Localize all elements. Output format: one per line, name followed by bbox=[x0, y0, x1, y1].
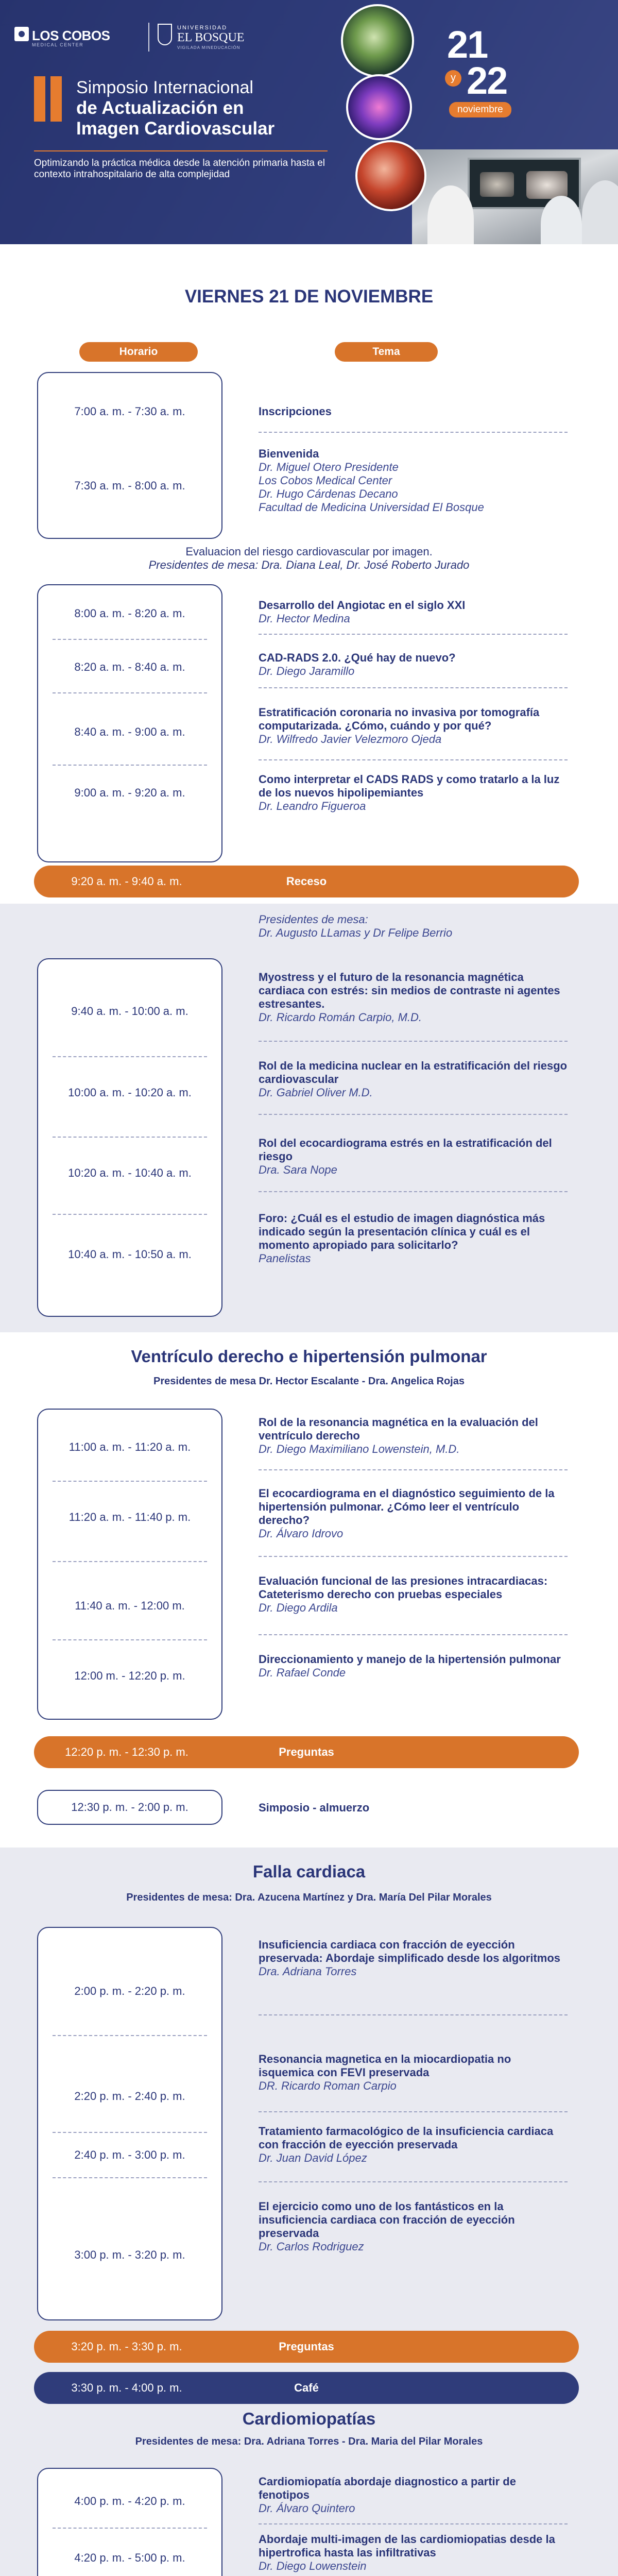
event-title bbox=[76, 77, 274, 139]
row-topic bbox=[259, 2125, 568, 2165]
topic-title: Estratificación coronaria no invasiva por tomografía computarizada. ¿Cómo, cuándo y por qué? bbox=[259, 706, 540, 732]
row-topic bbox=[259, 1574, 568, 1615]
cardiac-image-circle-2 bbox=[346, 74, 412, 140]
event-header bbox=[0, 0, 618, 244]
topic-divider bbox=[259, 432, 568, 433]
band-time: 3:20 p. m. - 3:30 p. m. bbox=[71, 2340, 182, 2353]
time-separator bbox=[53, 1639, 207, 1640]
cardiac-image-circle-3 bbox=[355, 140, 426, 211]
topic-divider bbox=[259, 1634, 568, 1635]
time-separator bbox=[53, 1561, 207, 1562]
topic-divider bbox=[259, 2181, 568, 2182]
topic-title: CAD-RADS 2.0. ¿Qué hay de nuevo? bbox=[259, 651, 456, 664]
topic-divider bbox=[259, 2014, 568, 2015]
topic-title: Como interpretar el CADS RADS y como tratarlo a la luz de los nuevos hipolipemiantes bbox=[259, 773, 560, 799]
speaker: Dr. Hector Medina bbox=[259, 612, 350, 625]
row-topic bbox=[259, 2533, 568, 2573]
speaker: Dr. Álvaro Idrovo bbox=[259, 1527, 344, 1540]
questions-band bbox=[34, 2331, 579, 2363]
row-time: 8:20 a. m. - 8:40 a. m. bbox=[74, 660, 185, 673]
speaker: Facultad de Medicina Universidad El Bosque bbox=[259, 501, 484, 514]
speaker: Dr. Wilfredo Javier Velezmoro Ojeda bbox=[259, 733, 442, 745]
session-presidents bbox=[259, 913, 568, 940]
speaker: Dr. Carlos Rodriguez bbox=[259, 2240, 364, 2253]
block-opening bbox=[0, 366, 618, 545]
section-subtitle: Presidentes de mesa: Dra. Adriana Torres - Dra. Maria del Pilar Morales bbox=[135, 2436, 483, 2447]
section-subtitle: Presidentes de mesa Dr. Hector Escalante - Dra. Angelica Rojas bbox=[153, 1376, 465, 1387]
day-title: VIERNES 21 DE NOVIEMBRE bbox=[184, 286, 434, 307]
row-topic bbox=[259, 971, 568, 1024]
row-topic bbox=[259, 447, 568, 514]
band-label: Preguntas bbox=[279, 2340, 334, 2353]
row-time: 9:00 a. m. - 9:20 a. m. bbox=[74, 786, 185, 799]
row-time: 11:40 a. m. - 12:00 m. bbox=[75, 1599, 185, 1612]
logo-separator bbox=[148, 23, 149, 52]
speaker: Dr. Leandro Figueroa bbox=[259, 800, 366, 812]
coffee-band bbox=[34, 2372, 579, 2404]
band-time: 9:20 a. m. - 9:40 a. m. bbox=[71, 875, 182, 888]
row-time: 3:00 p. m. - 3:20 p. m. bbox=[74, 2248, 185, 2261]
date-month-badge: noviembre bbox=[449, 102, 511, 117]
los-cobos-logo-mark-icon bbox=[14, 27, 29, 41]
topic-title: Evaluación funcional de las presiones intracardiacas: Cateterismo derecho con pruebas especiales bbox=[259, 1574, 548, 1601]
band-label: Receso bbox=[286, 875, 327, 888]
speaker: Los Cobos Medical Center bbox=[259, 474, 392, 487]
logo-bosque-line3: VIGILADA MINEDUCACIÓN bbox=[177, 45, 241, 50]
time-separator bbox=[53, 2177, 207, 2178]
row-time: 7:00 a. m. - 7:30 a. m. bbox=[74, 405, 185, 418]
row-topic bbox=[259, 773, 568, 813]
row-time: 10:20 a. m. - 10:40 a. m. bbox=[68, 1166, 192, 1179]
lunch-time: 12:30 p. m. - 2:00 p. m. bbox=[37, 1790, 222, 1825]
speaker: Dra. Adriana Torres bbox=[259, 1965, 357, 1978]
topic-title: El ecocardiograma en el diagnóstico seguimiento de la hipertensión pulmonar. ¿Cómo leer el ventrículo derecho? bbox=[259, 1487, 555, 1527]
questions-band bbox=[34, 1736, 579, 1768]
time-separator bbox=[53, 2132, 207, 2133]
row-time: 10:40 a. m. - 10:50 a. m. bbox=[68, 1248, 192, 1261]
topic-divider bbox=[259, 2523, 568, 2524]
row-topic bbox=[259, 2475, 568, 2515]
date-start: 21 bbox=[447, 23, 488, 66]
speaker: Dr. Hugo Cárdenas Decano bbox=[259, 487, 398, 500]
los-cobos-logo bbox=[14, 25, 143, 49]
row-time: 4:20 p. m. - 5:00 p. m. bbox=[74, 2551, 185, 2564]
el-bosque-logo bbox=[158, 23, 261, 54]
speaker: Dr. Miguel Otero Presidente bbox=[259, 461, 399, 473]
row-topic bbox=[259, 651, 568, 678]
title-line-1: Simposio Internacional bbox=[76, 78, 253, 97]
time-column bbox=[37, 584, 222, 862]
speaker: Dr. Diego Maximiliano Lowenstein, M.D. bbox=[259, 1443, 460, 1455]
topic-title: Direccionamiento y manejo de la hipertensión pulmonar bbox=[259, 1653, 561, 1666]
row-time: 8:00 a. m. - 8:20 a. m. bbox=[74, 607, 185, 620]
row-time: 11:20 a. m. - 11:40 p. m. bbox=[68, 1511, 191, 1523]
title-divider bbox=[34, 150, 328, 151]
logo-cobos-sub: MEDICAL CENTER bbox=[32, 42, 84, 47]
row-topic bbox=[259, 599, 568, 625]
row-time: 12:00 m. - 12:20 p. m. bbox=[74, 1669, 185, 1682]
logo-cobos-name: LOS COBOS bbox=[32, 28, 110, 43]
intro-line-2: Presidentes de mesa: Dra. Diana Leal, Dr. José Roberto Jurado bbox=[148, 558, 470, 571]
topic-title: Tratamiento farmacológico de la insuficiencia cardiaca con fracción de eyección preservada bbox=[259, 2125, 554, 2151]
section-heart-failure bbox=[0, 1848, 618, 2407]
time-column bbox=[37, 372, 222, 539]
time-separator bbox=[53, 1056, 207, 1057]
row-topic bbox=[259, 1212, 568, 1265]
logo-bosque-line1: UNIVERSIDAD bbox=[177, 25, 228, 31]
topic-title: Foro: ¿Cuál es el estudio de imagen diagnóstica más indicado según la presentación clínica y cuál es el momento apropiado para solicitarlo? bbox=[259, 1212, 545, 1251]
row-time: 11:00 a. m. - 11:20 a. m. bbox=[68, 1440, 191, 1453]
speaker: Dr. Ricardo Román Carpio, M.D. bbox=[259, 1011, 422, 1024]
topic-divider bbox=[259, 1041, 568, 1042]
time-separator bbox=[53, 2528, 207, 2529]
presidents-names: Dr. Augusto LLamas y Dr Felipe Berrio bbox=[259, 926, 453, 939]
topic-title: Insuficiencia cardiaca con fracción de eyección preservada: Abordaje simplificado desde los algoritmos bbox=[259, 1938, 561, 1964]
speaker: Dr. Rafael Conde bbox=[259, 1666, 346, 1679]
cardiac-image-circle-1 bbox=[341, 4, 414, 77]
event-description: Optimizando la práctica médica desde la atención primaria hasta el contexto intrahospitalario de alta complejidad bbox=[34, 158, 325, 180]
topic-divider bbox=[259, 759, 568, 760]
time-separator bbox=[53, 1481, 207, 1482]
column-headers bbox=[0, 342, 618, 366]
time-separator bbox=[53, 692, 207, 693]
time-separator bbox=[53, 765, 207, 766]
topic-title: Bienvenida bbox=[259, 447, 319, 460]
row-topic bbox=[259, 1487, 568, 1540]
lunch-label: Simposio - almuerzo bbox=[259, 1801, 370, 1814]
time-separator bbox=[53, 1214, 207, 1215]
row-topic bbox=[259, 2053, 568, 2093]
topic-title: Rol del ecocardiograma estrés en la estratificación del riesgo bbox=[259, 1137, 552, 1163]
section-cardiomyopathies bbox=[0, 2407, 618, 2576]
date-end: 22 bbox=[467, 59, 507, 102]
row-time: 4:00 p. m. - 4:20 p. m. bbox=[74, 2495, 185, 2507]
row-topic bbox=[259, 1938, 568, 1978]
topic-title: Resonancia magnetica en la miocardiopatia no isquemica con FEVI preservada bbox=[259, 2053, 511, 2079]
topic-divider bbox=[259, 2111, 568, 2112]
topic-title: El ejercicio como uno de los fantásticos en la insuficiencia cardiaca con fracción de eyección preservada bbox=[259, 2200, 515, 2240]
break-band bbox=[34, 866, 579, 897]
topic-title: Cardiomiopatía abordaje diagnostico a partir de fenotipos bbox=[259, 2475, 516, 2501]
speaker: Dra. Sara Nope bbox=[259, 1163, 337, 1176]
section-title: Cardiomiopatías bbox=[242, 2409, 376, 2428]
row-topic bbox=[259, 1059, 568, 1099]
block-risk-evaluation bbox=[0, 545, 618, 822]
speaker: DR. Ricardo Roman Carpio bbox=[259, 2079, 397, 2092]
row-time: 2:40 p. m. - 3:00 p. m. bbox=[74, 2148, 185, 2161]
topic-title: Rol de la resonancia magnética en la evaluación del ventrículo derecho bbox=[259, 1416, 538, 1442]
time-separator bbox=[53, 639, 207, 640]
row-time: 7:30 a. m. - 8:00 a. m. bbox=[74, 479, 185, 492]
speaker: Dr. Álvaro Quintero bbox=[259, 2502, 355, 2515]
date-connector: y bbox=[445, 70, 461, 87]
band-time: 3:30 p. m. - 4:00 p. m. bbox=[71, 2381, 182, 2394]
band-label: Preguntas bbox=[279, 1745, 334, 1758]
horario-header: Horario bbox=[79, 342, 198, 362]
logo-bosque-line2: EL BOSQUE bbox=[177, 31, 245, 44]
section-right-ventricle bbox=[0, 1332, 618, 1848]
speaker: Dr. Diego Ardila bbox=[259, 1601, 338, 1614]
section-title: Ventrículo derecho e hipertensión pulmonar bbox=[131, 1347, 487, 1366]
section-subtitle: Presidentes de mesa: Dra. Azucena Martínez y Dra. María Del Pilar Morales bbox=[126, 1892, 492, 1903]
time-separator bbox=[53, 2035, 207, 2036]
speaker: Dr. Diego Lowenstein bbox=[259, 2560, 367, 2572]
topic-divider bbox=[259, 1114, 568, 1115]
band-label: Café bbox=[294, 2381, 319, 2394]
row-topic bbox=[259, 405, 568, 418]
intro-line-1: Evaluacion del riesgo cardiovascular por imagen. bbox=[185, 545, 433, 558]
topic-divider bbox=[259, 634, 568, 635]
section-title: Falla cardiaca bbox=[252, 1862, 366, 1881]
speaker: Dr. Gabriel Oliver M.D. bbox=[259, 1086, 373, 1099]
row-time: 2:20 p. m. - 2:40 p. m. bbox=[74, 2090, 185, 2103]
topic-title: Abordaje multi-imagen de las cardiomiopatias desde la hipertrofica hasta las infiltrativas bbox=[259, 2533, 555, 2559]
row-time: 9:40 a. m. - 10:00 a. m. bbox=[71, 1005, 188, 1018]
band-time: 12:20 p. m. - 12:30 p. m. bbox=[65, 1745, 188, 1758]
row-time: 2:00 p. m. - 2:20 p. m. bbox=[74, 1985, 185, 1997]
presidents-label: Presidentes de mesa: bbox=[259, 913, 368, 926]
row-topic bbox=[259, 2200, 568, 2253]
session-intro bbox=[0, 545, 618, 572]
topic-divider bbox=[259, 1556, 568, 1557]
break-receso bbox=[0, 822, 618, 888]
speaker: Panelistas bbox=[259, 1252, 311, 1265]
speaker: Dr. Diego Jaramillo bbox=[259, 665, 355, 677]
row-topic bbox=[259, 1416, 568, 1456]
row-topic bbox=[259, 706, 568, 746]
team-photo bbox=[412, 149, 618, 244]
topic-divider bbox=[259, 1191, 568, 1192]
university-crest-icon bbox=[158, 24, 172, 45]
row-time: 8:40 a. m. - 9:00 a. m. bbox=[74, 725, 185, 738]
speaker: Dr. Juan David López bbox=[259, 2151, 367, 2164]
title-line-2: de Actualización en bbox=[76, 98, 244, 118]
topic-title: Inscripciones bbox=[259, 405, 332, 418]
time-separator bbox=[53, 1137, 207, 1138]
row-time: 10:00 a. m. - 10:20 a. m. bbox=[68, 1086, 192, 1099]
tema-header: Tema bbox=[335, 342, 438, 362]
title-line-3: Imagen Cardiovascular bbox=[76, 118, 275, 139]
topic-divider bbox=[259, 1469, 568, 1470]
topic-title: Rol de la medicina nuclear en la estratificación del riesgo cardiovascular bbox=[259, 1059, 568, 1086]
row-topic bbox=[259, 1653, 568, 1680]
topic-title: Desarrollo del Angiotac en el siglo XXI bbox=[259, 599, 466, 612]
topic-title: Myostress y el futuro de la resonancia magnética cardiaca con estrés: sin medios de contraste ni agentes estresantes. bbox=[259, 971, 560, 1010]
roman-numeral-ii-icon bbox=[34, 76, 65, 122]
row-topic bbox=[259, 1137, 568, 1177]
topic-divider bbox=[259, 687, 568, 688]
block-imaging-stress bbox=[0, 904, 618, 1332]
